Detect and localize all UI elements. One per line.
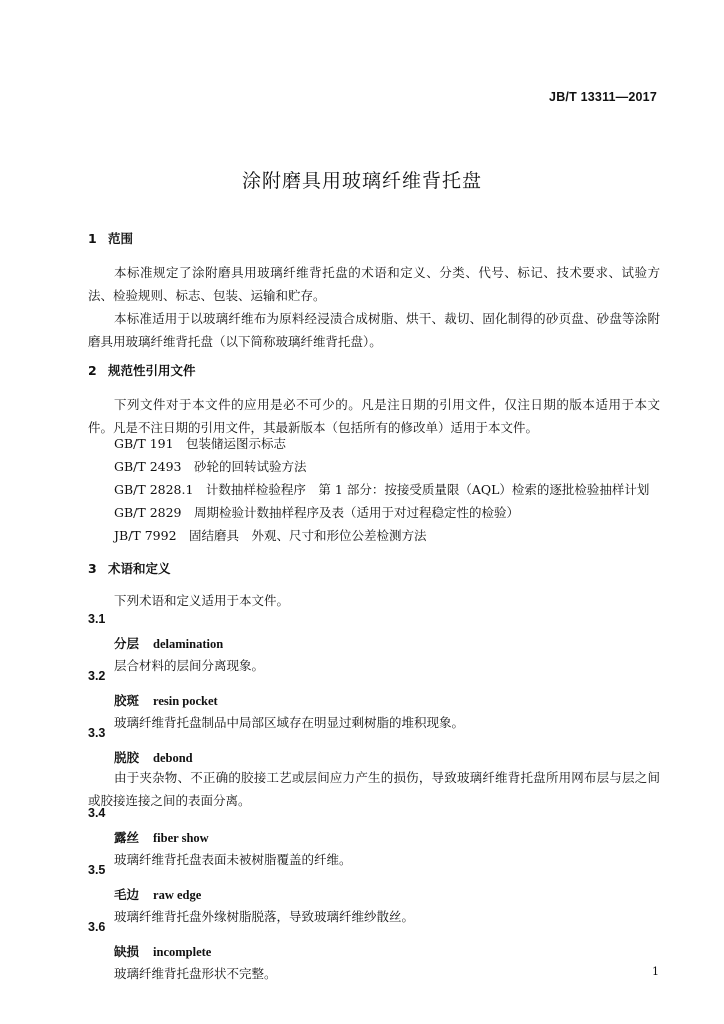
term-number: 3.3 [88,726,106,740]
term-number: 3.5 [88,863,106,877]
scope-paragraph-2: 本标准适用于以玻璃纤维布为原料经浸渍合成树脂、烘干、裁切、固化制得的砂页盘、砂盘等涂附磨具用玻璃纤维背托盘（以下简称玻璃纤维背托盘）。 [88,311,660,349]
section-title: 范围 [108,231,134,246]
term-name [114,885,201,903]
term-name [114,828,209,846]
term-definition: 玻璃纤维背托盘表面未被树脂覆盖的纤维。 [114,852,352,867]
section-title: 术语和定义 [108,561,171,576]
page-number: 1 [652,965,659,978]
section-heading-normative-references [88,361,196,379]
section-number: 1 [88,231,97,246]
term-name [114,748,193,766]
term-number: 3.1 [88,612,106,626]
section-title: 规范性引用文件 [108,363,196,378]
term-english: raw edge [153,888,202,902]
term-definition: 层合材料的层间分离现象。 [114,658,265,673]
term-number: 3.2 [88,669,106,683]
reference-item: GB/T 2829 周期检验计数抽样程序及表（适用于对过程稳定性的检验） [114,505,520,520]
scope-paragraph-1: 本标准规定了涂附磨具用玻璃纤维背托盘的术语和定义、分类、代号、标记、技术要求、试验方法、检验规则、标志、包装、运输和贮存。 [88,265,660,303]
term-definition: 由于夹杂物、不正确的胶接工艺或层间应力产生的损伤，导致玻璃纤维背托盘所用网布层与层之间或胶接连接之间的表面分离。 [88,770,660,808]
term-definition: 玻璃纤维背托盘制品中局部区域存在明显过剩树脂的堆积现象。 [114,715,465,730]
standard-code: JB/T 13311—2017 [549,90,657,104]
term-number: 3.6 [88,920,106,934]
term-chinese: 缺损 [114,944,140,959]
section-number: 3 [88,561,97,576]
term-number: 3.4 [88,806,106,820]
reference-item: GB/T 191 包装储运图示标志 [114,436,287,451]
term-english: incomplete [153,945,212,959]
term-definition: 玻璃纤维背托盘外缘树脂脱落，导致玻璃纤维纱散丝。 [114,909,415,924]
term-english: delamination [153,637,224,651]
references-intro: 下列文件对于本文件的应用是必不可少的。凡是注日期的引用文件，仅注日期的版本适用于本文件。凡是不注日期的引用文件，其最新版本（包括所有的修改单）适用于本文件。 [88,397,660,435]
term-english: resin pocket [153,694,218,708]
term-name [114,942,211,960]
term-chinese: 分层 [114,636,140,651]
section-number: 2 [88,363,97,378]
reference-item: GB/T 2828.1 计数抽样检验程序 第 1 部分：按接受质量限（AQL）检索的逐批检验抽样计划 [114,482,650,497]
term-chinese: 毛边 [114,887,140,902]
term-name [114,691,218,709]
term-english: debond [153,751,193,765]
term-chinese: 脱胶 [114,750,140,765]
term-chinese: 露丝 [114,830,140,845]
term-english: fiber show [153,831,209,845]
reference-item: GB/T 2493 砂轮的回转试验方法 [114,459,307,474]
term-definition: 玻璃纤维背托盘形状不完整。 [114,966,277,981]
term-name [114,634,223,652]
section-heading-scope [88,229,133,247]
section-heading-terms [88,559,171,577]
reference-item: JB/T 7992 固结磨具 外观、尺寸和形位公差检测方法 [114,528,427,543]
term-chinese: 胶斑 [114,693,140,708]
document-title: 涂附磨具用玻璃纤维背托盘 [241,170,482,192]
terms-intro: 下列术语和定义适用于本文件。 [114,593,290,608]
